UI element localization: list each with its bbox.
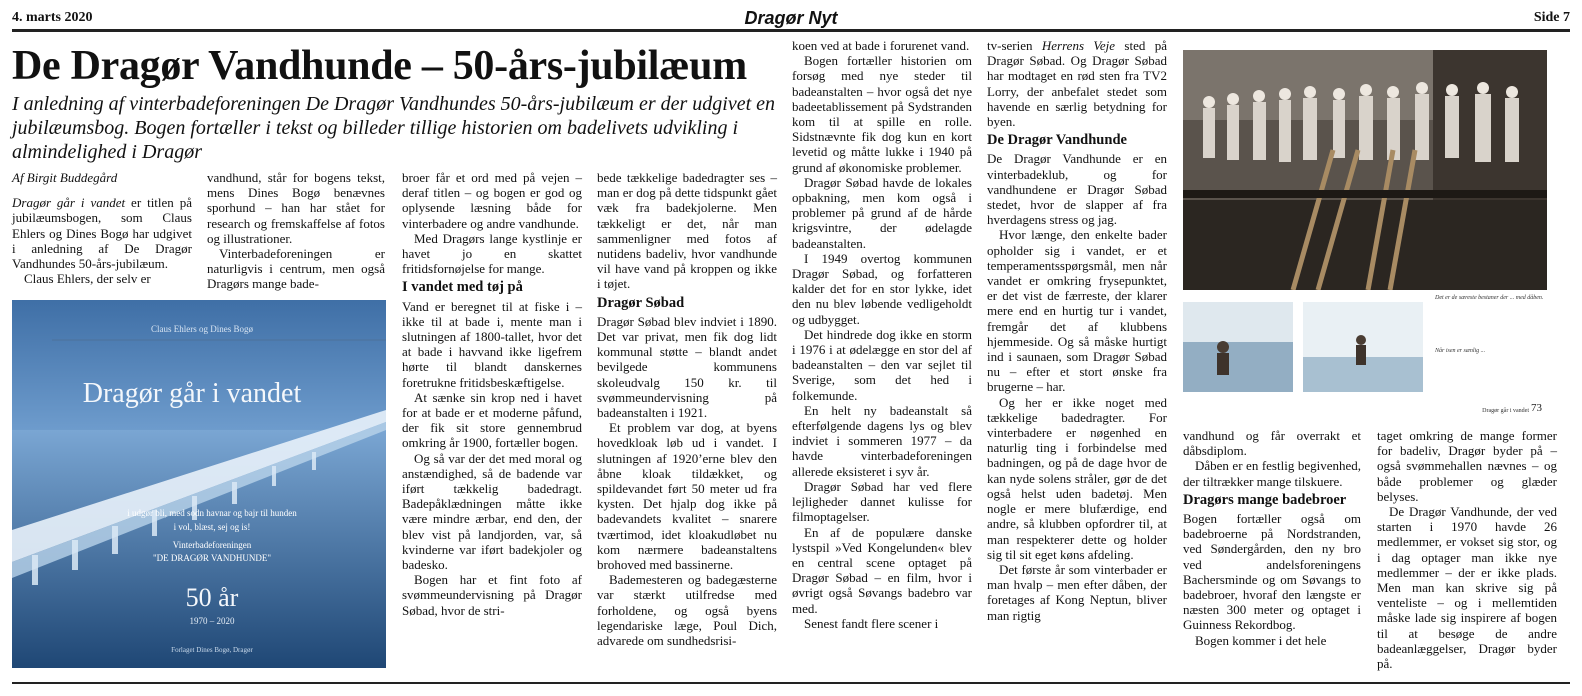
paragraph: Vinterbadeforeningen er naturligvis i centrum, men også Dragørs mange bade- xyxy=(207,246,385,292)
article-column-5 xyxy=(792,38,972,631)
paragraph: Det første år som vinterbader er man hvalp – men efter dåben, der foretages af Kong Neptun, bliver man rigtig xyxy=(987,561,1167,623)
paragraph: Bademesteren og badegæsterne var stærkt utilfredse med forholdene, og også byens legendariske læge, Poul Dich, advarede om sundhedsrisi- xyxy=(597,572,777,649)
photo-caption-1: Det er de særeste bestaner der ... med dåben. xyxy=(1435,295,1544,301)
paragraph: Dragør Søbad havde de lokales opbakning, men kom også i problemer på grund af de hårde krigsvintre, der ødelagde badeanstalten. xyxy=(792,174,972,251)
subheading: I vandet med tøj på xyxy=(402,279,523,296)
paragraph: En af de populære danske lystspil »Ved Kongelunden« blev en central scene optaget på Dragør Søbad – en film, hvor i øvrigt også Søvangs badebro var med. xyxy=(792,524,972,616)
article-column-6 xyxy=(987,38,1167,623)
paragraph: broer får et ord med på vejen – deraf titlen – og bogen er god og oplysende læsning både for vinterbadere og andre vandhunde. xyxy=(402,170,582,231)
paragraph: tv-serien Herrens Veje sted på Dragør Søbad. Og Dragør Søbad har modtaget en rød sten fra TV2 Lorry, der anbefalet stedet som havende en særlig betydning for byen. xyxy=(987,38,1167,130)
paragraph: At sænke sin krop ned i havet for at bade er et moderne påfund, der fik sit store gennembrud omkring år 1900, fortæller bogen. xyxy=(402,389,582,451)
paragraph: Dragør Søbad har ved flere lejligheder dannet kulisse for filmoptagelser. xyxy=(792,478,972,525)
paragraph: vandhund og får overrakt et dåbsdiplom. xyxy=(1183,428,1361,459)
book-page-spread xyxy=(1183,292,1547,422)
byline: Af Birgit Buddegård xyxy=(12,170,118,185)
ice-photo-1-illustration xyxy=(1183,302,1293,392)
paragraph: De Dragør Vandhunde, der ved starten i 1970 havde 26 medlemmer, er vokset sig stor, og i dag optager man ikke nye medlemmer – der er ikke plads. Men man kan skrive sig på venteliste – og i mellemtiden måske lade sig inspirere af bogen til at besøge de andre badeanlæggelser, Dragør byder på. xyxy=(1377,504,1557,672)
paragraph: Dragør går i vandet er titlen på jubilæumsbogen, som Claus Ehlers og Dines Bogø har udgivet i anledning af De Dragør Vandhundes 50-års-jubilæum. xyxy=(12,195,192,272)
paragraph: Bogen fortæller også om badebroerne på Nordstranden, ved Søndergården, den ny bro ved andelsforeningens Bachersminde og om Søvangs to badebroer, hvoraf den længste er næsten 300 meter og optaget i Guinness Rekordbog. xyxy=(1183,511,1361,633)
paper-name: Dragør Nyt xyxy=(744,8,838,28)
article-column-2 xyxy=(207,170,385,292)
paragraph: Og her er ikke noget med tækkelige badedragter. For vinterbadere er nøgenhed en naturlig ting i forbindelse med badningen, og på de dage hvor de kan nyde solens stråler, gør de det også helst uden badetøj. Men nogle er mere blufærdige, end andre, så klubben opfordrer til, at man respekterer dette og holder sig til sit eget køns afdeling. xyxy=(987,394,1167,562)
ice-photo-2-illustration xyxy=(1303,302,1423,392)
article-column-1 xyxy=(12,170,192,286)
paragraph: Bogen fortæller historien om forsøg med nye steder til badeanstalten – hvor også det nye badeetablissement på Sydstranden kom til at spille en rolle. Sidstnævnte fik dog kun en kort levetid og måtte lukke i 1940 på grund af økonomiske problemer. xyxy=(792,53,972,175)
page-number: Side 7 xyxy=(1533,10,1570,25)
crowd-photo xyxy=(1183,50,1547,290)
subheading: Dragørs mange badebroer xyxy=(1183,491,1347,508)
paragraph: Og så var der det med moral og anstændighed, så de badende var iført tækkelig badedragt. Badepåklædningen måtte ikke være mindre ærbar, end den, der blev vist på landjorden, var, så kvinderne var iført badekjoler og badesko. xyxy=(402,450,582,573)
paragraph: Dragør Søbad blev indviet i 1890. Det var privat, men fik dog lidt kommunal støtte – blandt andet bevilgede kommunens skoleudvalg 150 kr. til svømmeundervisning på badeanstalten i 1921. xyxy=(597,313,777,421)
article-column-8 xyxy=(1377,428,1557,671)
paragraph: vandhund, står for bogens tekst, mens Dines Bogø benævnes sporhund – han har stået for research og fremskaffelse af fotos og illustrationer. xyxy=(207,170,385,246)
cover-years-big: 50 år xyxy=(185,583,239,612)
cover-association-1: Vinterbadeforeningen xyxy=(172,540,252,550)
paragraph: Hvor længe, den enkelte bader opholder sig i vandet, er et temperamentsspørgsmål, men når vandet er omkring frysepunktet, er det vist de færreste, der klarer mere end en hurtig tur i vandet, fremgår det af klubbens hjemmeside. Og så måske hurtigt ind i saunaen, som Dragør Søbad nu – efter et stort ønske fra brugerne – har. xyxy=(987,227,1167,395)
subheading: De Dragør Vandhunde xyxy=(987,132,1127,149)
paragraph: I 1949 overtog kommunen Dragør Søbad, og forfatteren kalder det for en stor lykke, idet den nu blev løbende vedligeholdt og udbygget. xyxy=(792,250,972,327)
paragraph: Senest fandt flere scener i xyxy=(804,615,939,631)
article-headline: De Dragør Vandhunde – 50-års-jubilæum xyxy=(12,43,747,89)
cover-association-2: "DE DRAGØR VANDHUNDE" xyxy=(152,553,272,563)
book-cover-illustration xyxy=(12,300,386,668)
cover-publisher: Forlaget Dines Bogø, Dragør xyxy=(171,646,253,654)
paragraph: Det hindrede dog ikke en storm i 1976 i at ødelægge en stor del af badeanstalten – den var sejlet til Sverige, som det hed i folkemunde. xyxy=(792,326,972,403)
paragraph: Dåben er en festlig begivenhed, der tiltrækker mange tilskuere. xyxy=(1183,458,1361,489)
book-page-label: Dragør går i vandet xyxy=(1482,408,1529,414)
paragraph: taget omkring de mange former for badeliv, Dragør byder på – også svømmehallen nævnes – og både problemer og glæder belyses. xyxy=(1377,428,1557,504)
paragraph: Claus Ehlers, der selv er xyxy=(24,271,151,287)
cover-title: Dragør går i vandet xyxy=(82,378,302,409)
ice-photo-1 xyxy=(1183,302,1293,392)
tv-series-title: Herrens Veje xyxy=(1041,38,1116,53)
bottom-rule xyxy=(12,682,1570,684)
paragraph: koen ved at bade i forurenet vand. xyxy=(792,38,970,53)
subheading: Dragør Søbad xyxy=(597,294,685,311)
crowd-photo-illustration xyxy=(1183,50,1547,290)
paragraph: De Dragør Vandhunde er en vinterbadeklub, og for vandhundene er Dragør Søbad stedet, hvor de slapper af fra hverdagens stress og jag. xyxy=(987,151,1167,228)
book-title-inline: Dragør går i vandet xyxy=(12,195,126,211)
article-column-4 xyxy=(597,170,777,648)
cover-subtitle-2: i vol, blæst, sej og is! xyxy=(173,522,251,532)
article-column-3 xyxy=(402,170,582,618)
paragraph: Vand er beregnet til at fiske i – ikke til at bade i, mente man i slutningen af 1800-tallet, hvor det at bade i havvand ikke ligefrem hørte til blandt danskernes foretrukne fritidsbeskæftigelse. xyxy=(402,298,582,390)
paragraph: Bogen kommer i det hele xyxy=(1195,632,1327,648)
cover-years-range: 1970 – 2020 xyxy=(189,616,235,626)
article-standfirst: I anledning af vinterbadeforeningen De Dragør Vandhundes 50-års-jubilæum er der udgivet en jubilæumsbog. Bogen fortæller i tekst og billeder tillige historien om badelivets udvikling i almindelighed i Dragør xyxy=(12,93,776,163)
paragraph: En helt ny badeanstalt så efterfølgende dagens lys og blev indviet i sommeren 1977 – da havde vinterbadeforeningen allerede eksisteret i syv år. xyxy=(792,402,972,479)
cover-authors: Claus Ehlers og Dines Bogø xyxy=(151,324,253,334)
paragraph: Et problem var dog, at byens hovedkloak løb ud i vandet. I slutningen af 1920’erne blev den åbne kloak tildækket, og spildevandet ført 50 meter ud fra kysten. Det hjalp dog ikke på badevandets kvalitet – snarere tværtimod, idet kloakudløbet nu kom nærmere badeanstaltens brohoved med bassinerne. xyxy=(597,420,777,573)
cover-subtitle-1: i udgør bli, med sodn havnar og bajr til hunden xyxy=(127,508,297,518)
paragraph: bede tækkelige badedragter ses – man er dog på dette tidspunkt gået væk fra badekjolerne. Men tækkeligt er det, når man sammenligner med fotos af nutidens badeliv, hvor vandhunde vil have vand på kroppen og ikke i tøjet. xyxy=(597,170,777,292)
photo-caption-2: Når isen er sænlig ... xyxy=(1435,348,1486,354)
paragraph: Med Dragørs lange kystlinje er havet jo en skattet fritidsfornøjelse for mange. xyxy=(402,230,582,277)
top-rule xyxy=(12,29,1570,32)
article-column-7 xyxy=(1183,428,1361,648)
issue-date: 4. marts 2020 xyxy=(12,10,93,25)
paragraph: Bogen har et fint foto af svømmeundervisning på Dragør Søbad, hvor de stri- xyxy=(402,572,582,618)
ice-photo-2 xyxy=(1303,302,1423,392)
book-cover-image xyxy=(12,300,386,668)
book-page-number: 73 xyxy=(1531,402,1542,414)
